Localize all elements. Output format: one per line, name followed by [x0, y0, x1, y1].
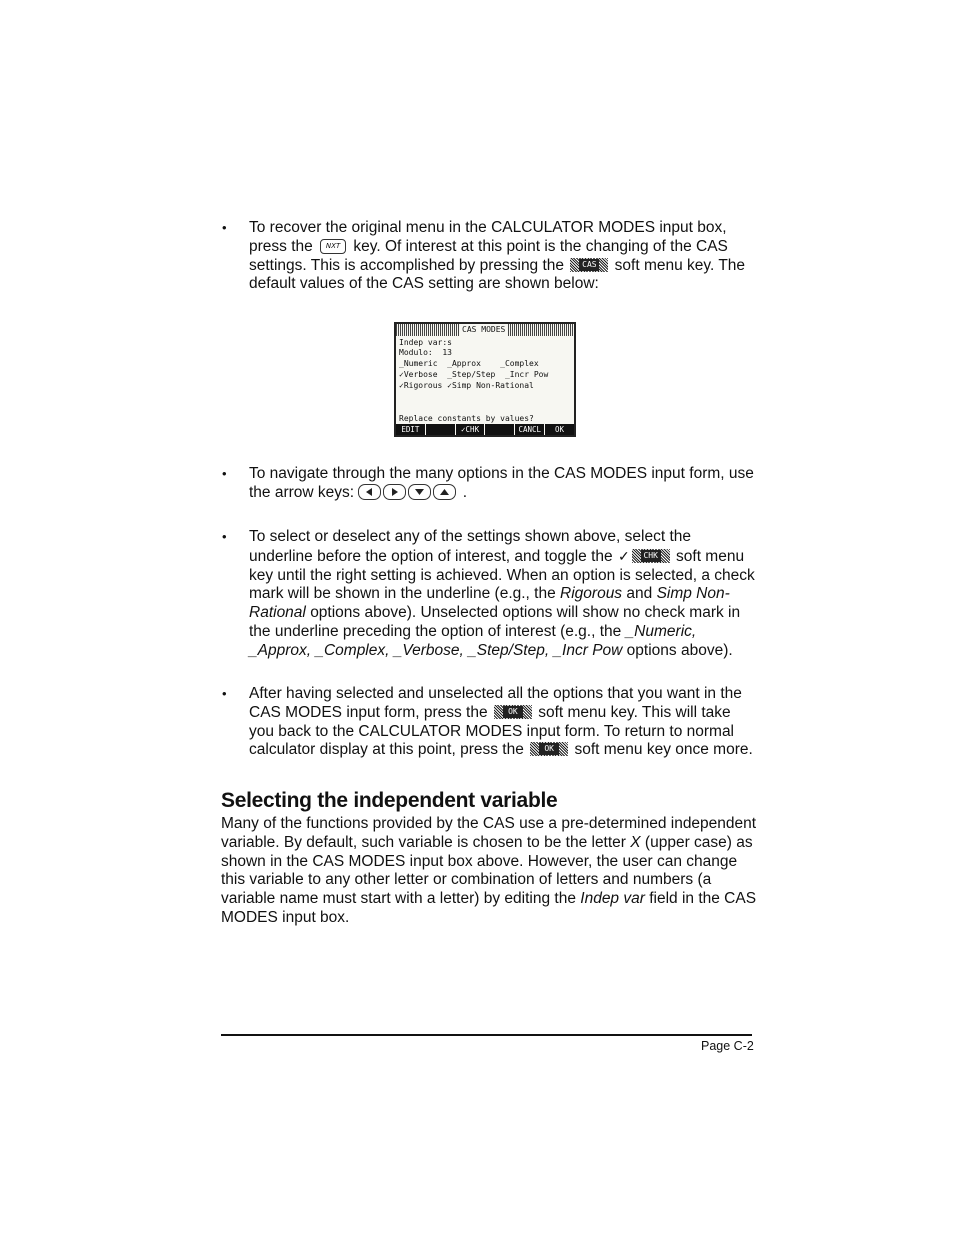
softkey-ok: OK: [545, 424, 574, 435]
screen-line: _Numeric _Approx _Complex: [399, 359, 539, 368]
italic-term: Indep var: [580, 890, 645, 908]
text: options above).: [626, 641, 733, 659]
screen-softkey-menu: [396, 424, 574, 435]
text: After having selected and unselected all the options that you want in the CAS MODES input form, press the: [249, 685, 742, 721]
bullet-marker: •: [222, 466, 227, 481]
bullet-marker: •: [222, 220, 227, 235]
softkey-label: CHK: [641, 550, 661, 562]
bullet-paragraph-2: [249, 465, 759, 503]
softkey-edit: EDIT: [396, 424, 425, 435]
screen-line: Modulo: 13: [399, 348, 452, 357]
key-label: NXT: [325, 241, 341, 250]
text: To navigate through the many options in the CAS MODES input form, use the arrow keys:: [249, 465, 754, 501]
nxt-key-icon: [320, 239, 346, 254]
text: field in the CAS MODES input box.: [221, 890, 757, 926]
text: options above). Unselected options will show no check mark in the underline preceding the option of interest (e.g., the: [249, 604, 741, 640]
italic-term: Simp Non-Rational: [249, 585, 730, 622]
screen-line: ✓Verbose _Step/Step _Incr Pow: [399, 370, 549, 379]
text: To recover the original menu in the CALCULATOR MODES input box, press the: [249, 219, 727, 255]
cas-modes-screen: [394, 322, 576, 437]
down-arrow-key-icon: [408, 484, 431, 500]
footer-rule: [221, 1034, 752, 1036]
italic-term: _Numeric, _Approx, _Complex, _Verbose, _Step/Step, _Incr Pow: [249, 622, 697, 659]
section-paragraph: [221, 815, 761, 928]
ok-softkey-icon: [494, 705, 532, 719]
bullet-marker: •: [222, 686, 227, 701]
softkey-blank: [485, 424, 514, 435]
cas-softkey-icon: [570, 258, 608, 272]
text: soft menu key once more.: [574, 741, 753, 759]
page-number: Page C-2: [701, 1039, 754, 1053]
right-arrow-key-icon: [383, 484, 406, 500]
screen-title-bar: [396, 324, 574, 336]
text: .: [462, 483, 468, 501]
softkey-label: OK: [539, 743, 559, 755]
screen-title: CAS MODES: [462, 325, 506, 334]
check-icon: ✓: [617, 547, 630, 564]
softkey-chk: ✓CHK: [456, 424, 485, 435]
softkey-label: CAS: [579, 259, 599, 271]
bullet-marker: •: [222, 529, 227, 544]
screen-line: ✓Rigorous ✓Simp Non-Rational: [399, 381, 534, 390]
italic-term: Rigorous: [560, 585, 623, 603]
chk-softkey-icon: [632, 549, 670, 563]
bullet-paragraph-1: [249, 219, 759, 294]
ok-softkey-icon: [530, 742, 568, 756]
text: and: [626, 585, 653, 603]
bullet-paragraph-4: [249, 685, 759, 760]
softkey-blank: [426, 424, 455, 435]
softkey-label: OK: [503, 706, 523, 718]
text: To select or deselect any of the settings shown above, select the underline before the option of interest, and toggle the: [249, 528, 692, 565]
softkey-cancl: CANCL: [515, 424, 544, 435]
italic-term: X: [630, 833, 641, 851]
bullet-paragraph-3: [249, 528, 759, 661]
section-heading: Selecting the independent variable: [221, 789, 558, 812]
text: soft menu key. The default values of the CAS setting are shown below:: [249, 256, 746, 293]
up-arrow-key-icon: [433, 484, 456, 500]
left-arrow-key-icon: [358, 484, 381, 500]
text: Many of the functions provided by the CAS use a pre-determined independent variable. By default, such variable is chosen to be the letter: [221, 815, 757, 851]
text: soft menu key. This will take you back to the CALCULATOR MODES input form. To return to normal calculator display at this point, press the: [249, 703, 735, 759]
text: key. Of interest at this point is the changing of the CAS settings. This is accomplished by pressing the: [249, 237, 728, 274]
screen-line: Indep var:s: [399, 338, 452, 347]
text: (upper case) as shown in the CAS MODES input box above. However, the user can change this variable to any other letter or combination of letters and numbers (a variable name must start with a letter) by editing the: [221, 833, 753, 908]
screen-line: Replace constants by values?: [399, 414, 534, 423]
text: soft menu key until the right setting is achieved. When an option is selected, a check mark will be shown in the underline (e.g., the: [249, 547, 755, 603]
